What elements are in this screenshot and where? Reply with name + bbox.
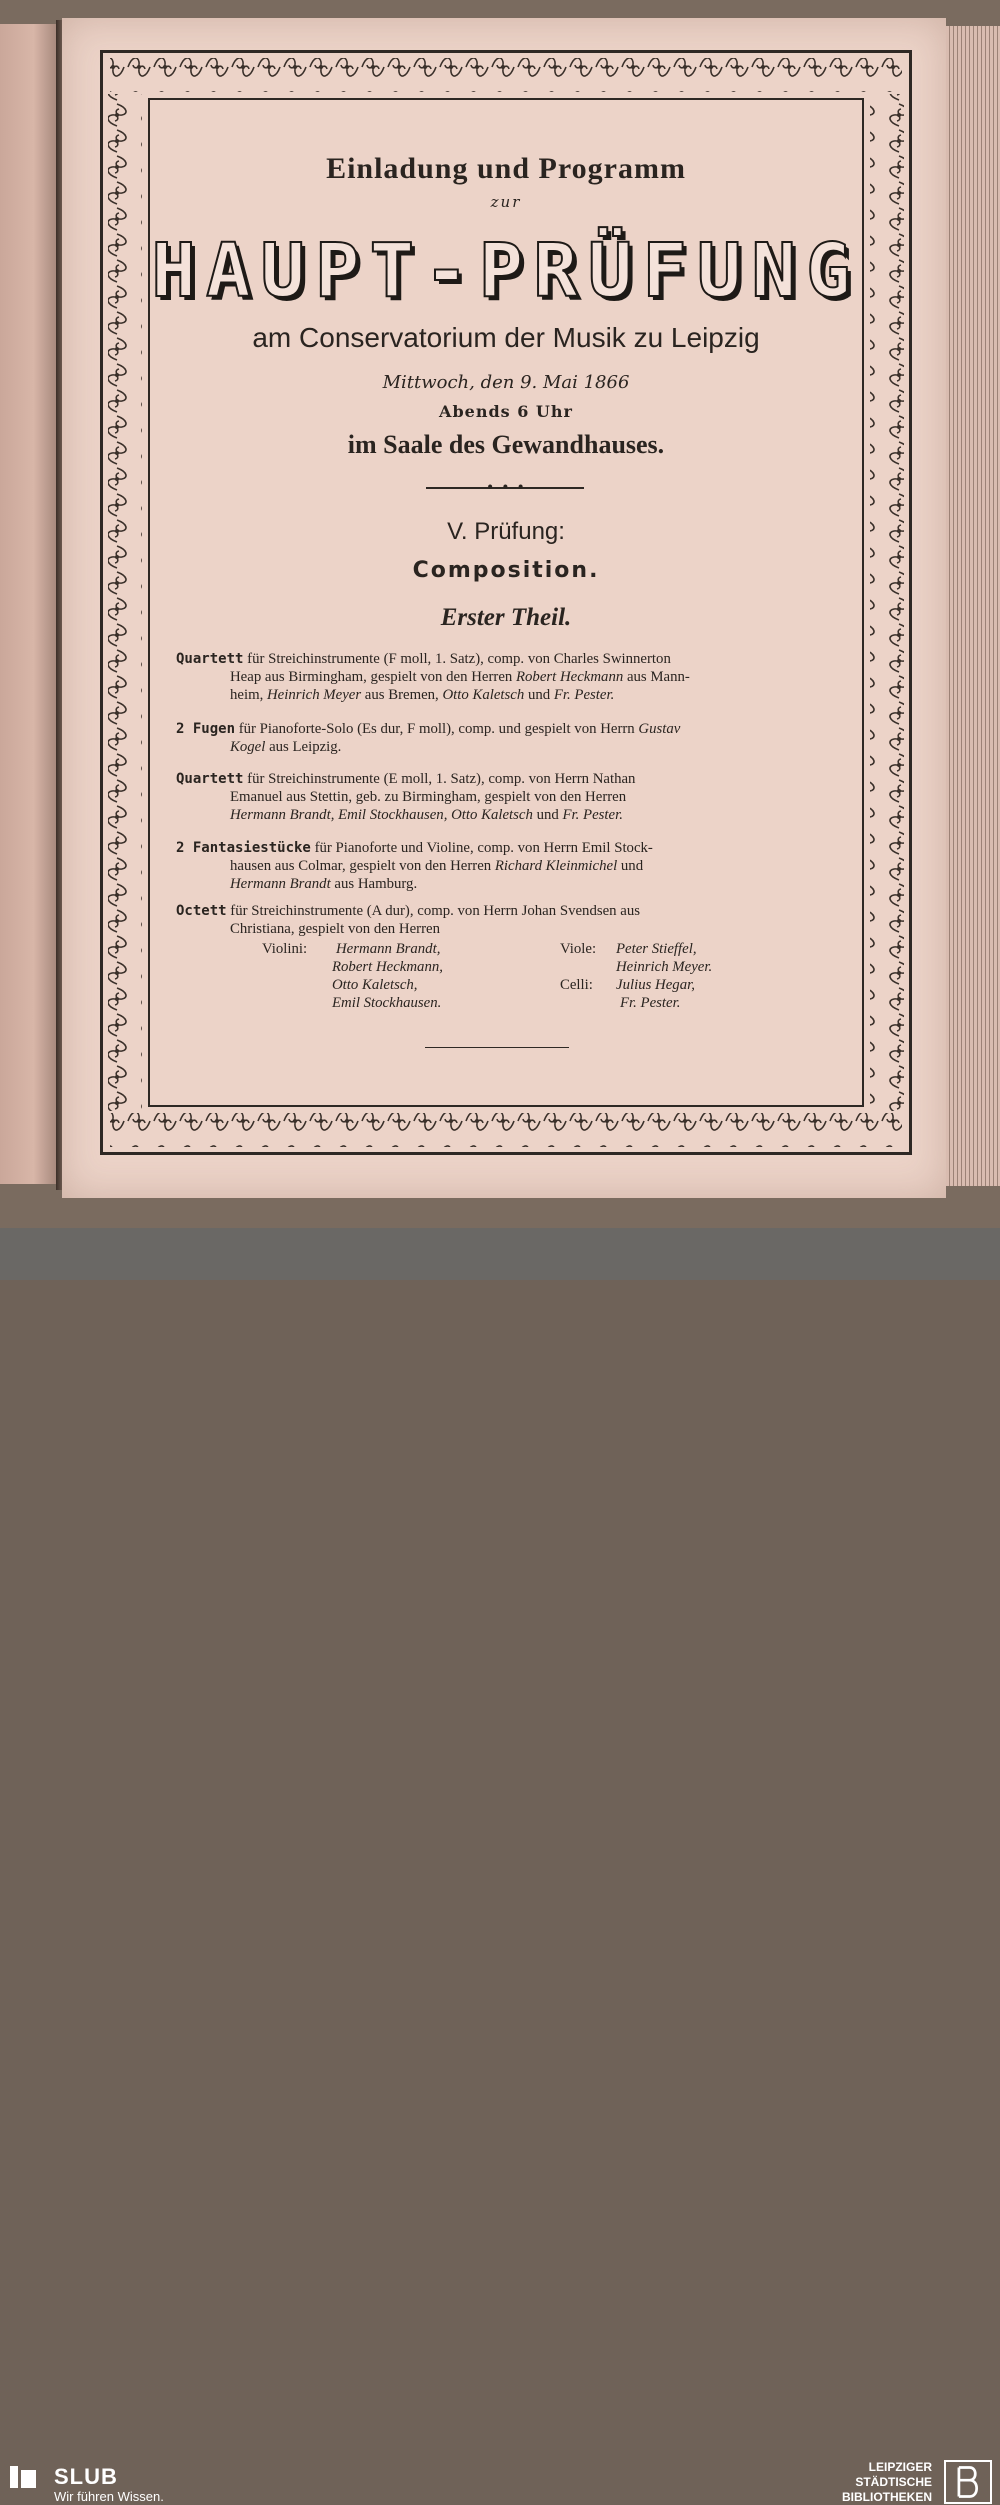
date: Mittwoch, den 9. Mai 1866 xyxy=(382,372,630,393)
venue: im Saale des Gewandhauses. xyxy=(347,430,665,459)
library-name[interactable] xyxy=(812,2460,932,2505)
divider-ornament: •–•–• xyxy=(486,480,525,496)
item-text: aus Hamburg. xyxy=(334,876,418,892)
library-logo-icon[interactable] xyxy=(944,2460,992,2504)
item-text: für Streichinstrumente (E moll, 1. Satz), comp. von Herrn Nathan xyxy=(247,771,636,787)
program-item xyxy=(176,770,840,824)
performer-name: Fr. Pester. xyxy=(553,687,615,703)
item-title: Quartett xyxy=(176,651,244,667)
item-text: Christiana, gespielt von den Herren xyxy=(230,921,440,937)
performer-name: Otto Kaletsch xyxy=(442,687,525,703)
item-text: für Streichinstrumente (F moll, 1. Satz), comp. von Charles Swinnerton xyxy=(247,651,671,667)
item-title: 2 Fugen xyxy=(176,721,236,737)
viole-player: Heinrich Meyer. xyxy=(616,959,713,975)
title-connector: zur xyxy=(490,193,522,211)
program-content xyxy=(150,100,862,1105)
violini-player: Otto Kaletsch, xyxy=(332,977,418,993)
violini-player: Emil Stockhausen. xyxy=(332,995,442,1011)
slub-logo-icon[interactable] xyxy=(10,2466,36,2488)
program-item xyxy=(176,839,840,893)
program-item xyxy=(176,720,840,756)
performer-name: Hermann Brandt xyxy=(230,876,331,892)
part-heading: Erster Theil. xyxy=(440,604,572,631)
performer-name: Richard Kleinmichel xyxy=(494,858,618,874)
performer-name: Kogel xyxy=(230,739,266,755)
slub-claim: Wir führen Wissen. xyxy=(54,2489,164,2504)
footer-bar xyxy=(0,1228,1000,2504)
viole-label: Viole: xyxy=(560,941,597,957)
violini-label: Violini: xyxy=(262,941,308,957)
item-text: für Streichinstrumente (A dur), comp. von Herrn Johan Svendsen aus xyxy=(230,903,640,919)
celli-label: Celli: xyxy=(560,977,593,993)
item-text: und xyxy=(536,807,559,823)
exam-number: V. Prüfung: xyxy=(447,518,565,545)
time: Abends 6 Uhr xyxy=(439,402,573,421)
item-text: aus Mann- xyxy=(626,669,690,685)
performer-name: Heinrich Meyer xyxy=(267,687,362,703)
item-text: und xyxy=(620,858,644,874)
violini-player: Hermann Brandt, xyxy=(336,941,441,957)
performer-name: Robert Heckmann xyxy=(516,669,624,685)
item-text: Emanuel aus Stettin, geb. zu Birmingham, gespielt von den Herren xyxy=(230,789,627,805)
item-text: Heap aus Birmingham, gespielt von den Herren xyxy=(230,669,513,685)
item-text: aus Bremen, xyxy=(364,687,439,703)
headline: HAUPT-PRÜFUNG xyxy=(151,228,861,314)
institution: am Conservatorium der Musik zu Leipzig xyxy=(252,322,760,353)
performer-name: Gustav xyxy=(638,721,681,737)
celli-player: Fr. Pester. xyxy=(620,995,681,1011)
library-name-line: LEIPZIGER xyxy=(868,2460,932,2474)
program-item xyxy=(176,650,840,704)
violini-player: Robert Heckmann, xyxy=(332,959,443,975)
library-name-line: STÄDTISCHE xyxy=(855,2475,932,2489)
celli-player: Julius Hegar, xyxy=(616,977,695,993)
item-title: Quartett xyxy=(176,771,244,787)
left-page-edge xyxy=(0,24,58,1184)
viole-player: Peter Stieffel, xyxy=(616,941,697,957)
scan-image xyxy=(0,0,1000,1228)
item-text: hausen aus Colmar, gespielt von den Herren xyxy=(230,858,492,874)
library-name-line: BIBLIOTHEKEN xyxy=(842,2490,932,2504)
closing-rule xyxy=(425,1047,569,1048)
invitation-title: Einladung und Programm xyxy=(326,152,686,185)
program-item xyxy=(176,902,840,938)
item-text: für Pianoforte und Violine, comp. von Herrn Emil Stock- xyxy=(314,840,653,856)
slub-name[interactable]: SLUB xyxy=(54,2464,118,2489)
item-text: aus Leipzig. xyxy=(269,739,342,755)
item-text: für Pianoforte-Solo (Es dur, F moll), comp. und gespielt von Herrn xyxy=(238,721,635,737)
item-title: 2 Fantasiestücke xyxy=(176,840,311,856)
exam-subject: Composition. xyxy=(412,558,600,583)
performer-name: Hermann Brandt, Emil Stockhausen, Otto Kaletsch xyxy=(230,807,533,823)
item-title: Octett xyxy=(176,903,227,919)
item-text: und xyxy=(527,687,551,703)
item-text: heim, xyxy=(230,687,264,703)
performer-name: Fr. Pester. xyxy=(562,807,623,823)
page-edges xyxy=(946,26,1000,1186)
